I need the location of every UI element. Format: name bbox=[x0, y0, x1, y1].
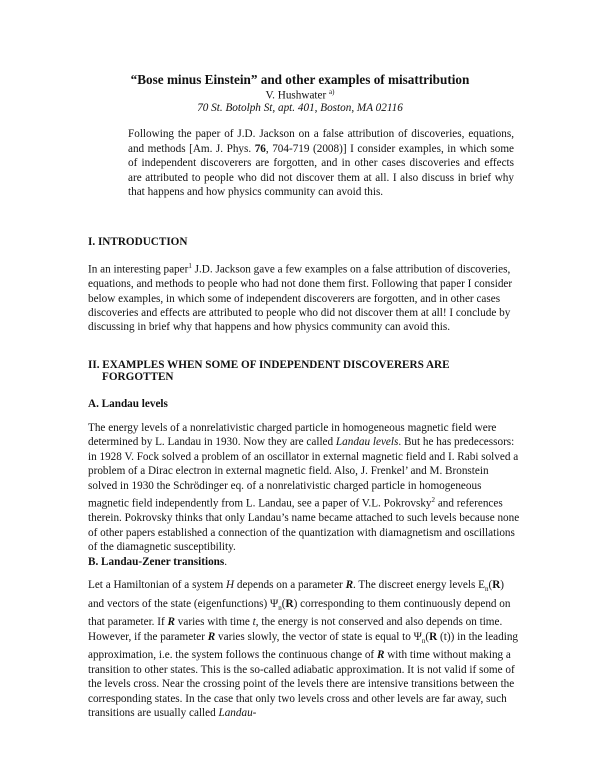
lz-var-r: R bbox=[345, 579, 354, 591]
lz-text-1: Let a Hamiltonian of a system bbox=[88, 579, 226, 591]
landau-text-1: The energy levels of a nonrelativistic charged particle in homogeneous magnetic field were determined by L. Landau in 1930. Now they are called bbox=[88, 422, 497, 449]
author-name: V. Hushwater bbox=[265, 89, 327, 102]
affiliation: 70 St. Botolph St, apt. 401, Boston, MA 02116 bbox=[197, 102, 403, 114]
landau-zener-heading-text: B. Landau-Zener transitions bbox=[88, 556, 225, 568]
lz-subscript-n: n bbox=[484, 585, 489, 594]
reference-2: 2 bbox=[431, 496, 436, 505]
section-heading-introduction: I. INTRODUCTION bbox=[88, 236, 188, 248]
subsection-heading-landau-levels: A. Landau levels bbox=[88, 398, 168, 410]
lz-text-8: varies with time bbox=[174, 616, 253, 629]
lz-var-r-bold: R bbox=[285, 597, 294, 610]
landau-levels-paragraph bbox=[88, 421, 520, 554]
subsection-heading-landau-zener bbox=[88, 556, 227, 568]
author-footnote-mark: a) bbox=[329, 88, 335, 96]
lz-text-7: ) corresponding to them continuously depend on that parameter. If bbox=[88, 597, 511, 629]
lz-text-11: ( bbox=[425, 630, 430, 643]
lz-text-2: depends on a parameter bbox=[234, 579, 346, 591]
landau-zener-heading-period: . bbox=[224, 556, 228, 568]
intro-text-a: In an interesting paper bbox=[88, 263, 189, 276]
abstract-text-1: Following the paper of J.D. Jackson on a false attribution of discoveries, equations, and methods [Am. J. Phys. bbox=[128, 128, 514, 155]
landau-levels-term: Landau levels bbox=[335, 436, 399, 449]
lz-text-9: , the energy is not conserved and also depends on time. However, if the parameter bbox=[88, 616, 503, 643]
section-heading-examples bbox=[88, 359, 450, 383]
lz-var-h: H bbox=[225, 579, 235, 591]
abstract-volume: 76 bbox=[254, 142, 266, 155]
lz-text-12: (t)) in the leading approximation, i.e. the system follows the continuous change of bbox=[88, 630, 519, 662]
section-heading-line2: FORGOTTEN bbox=[102, 371, 174, 383]
lz-subscript-n: n bbox=[421, 636, 426, 645]
lz-subscript-n: n bbox=[278, 603, 282, 612]
lz-italic-term: Landau- bbox=[218, 706, 257, 719]
landau-text-3: and references therein. Pokrovsky thinks that only Landau’s name became attached to such levels because none of other papers established a connection of the quantization with diamagnetism and oscillations of the diamagnetic susceptibility. bbox=[88, 497, 520, 553]
lz-text-5: ) and vectors of the state (eigenfunctions) Ψ bbox=[88, 579, 505, 610]
paper-title: “Bose minus Einstein” and other examples of misattribution bbox=[130, 72, 470, 87]
lz-text-10: varies slowly, the vector of state is equal to Ψ bbox=[215, 630, 422, 643]
section-heading-line1: II. EXAMPLES WHEN SOME OF INDEPENDENT DISCOVERERS ARE bbox=[88, 359, 450, 371]
reference-1: 1 bbox=[188, 262, 192, 270]
abstract bbox=[128, 127, 514, 200]
lz-text-4: ( bbox=[488, 579, 493, 591]
landau-text-2: . But he has predecessors: in 1928 V. Fock solved a problem of an oscillator in external magnetic field and I. Rabi solved a problem of a Dirac electron in external magnetic field. Also, J. Frenkel’ and M. Bronstein solved in 1930 the Schrödinger eq. of a nonrelativistic charged particle in homogeneous magnetic field independently from L. Landau, see a paper of V.L. Pokrovsky bbox=[88, 436, 519, 510]
lz-var-t: t bbox=[252, 616, 256, 629]
abstract-text-2: , 704-719 (2008)] I consider examples, in which some of independent discoverers are forgotten, and in other cases discoveries and effects are attributed to people who did not discover them at all. I also discuss in brief why that happens and how physics community can avoid this. bbox=[128, 142, 515, 199]
lz-var-r-bold: R bbox=[492, 579, 501, 591]
lz-var-r: R bbox=[376, 649, 385, 662]
lz-text-13: with time without making a transition to other states. This is the so-called adiabatic approximation. It is not valid if some of the levels cross. Near the crossing point of the levels there are intensive transitions between the corresponding states. In the case that only two levels cross and other levels are far away, such transitions are usually called bbox=[88, 649, 515, 719]
landau-zener-paragraph bbox=[88, 578, 520, 720]
intro-text-b: J.D. Jackson gave a few examples on a false attribution of discoveries, equations, and methods to people who had not done them first. Following that paper I consider below examples, in which some of independent discoverers are forgotten, and in other cases discoveries and effects are attributed to people who did not discover them at all! I conclude by discussing in brief why that happens and how physics community can avoid this. bbox=[88, 263, 513, 334]
lz-text-6: ( bbox=[281, 597, 286, 610]
author-line bbox=[0, 88, 600, 102]
lz-var-r: R bbox=[207, 630, 216, 643]
introduction-paragraph bbox=[88, 259, 520, 335]
lz-text-3: . The discreet energy levels E bbox=[353, 579, 485, 591]
lz-var-r-bold: R bbox=[429, 630, 438, 643]
lz-var-r: R bbox=[167, 616, 175, 629]
